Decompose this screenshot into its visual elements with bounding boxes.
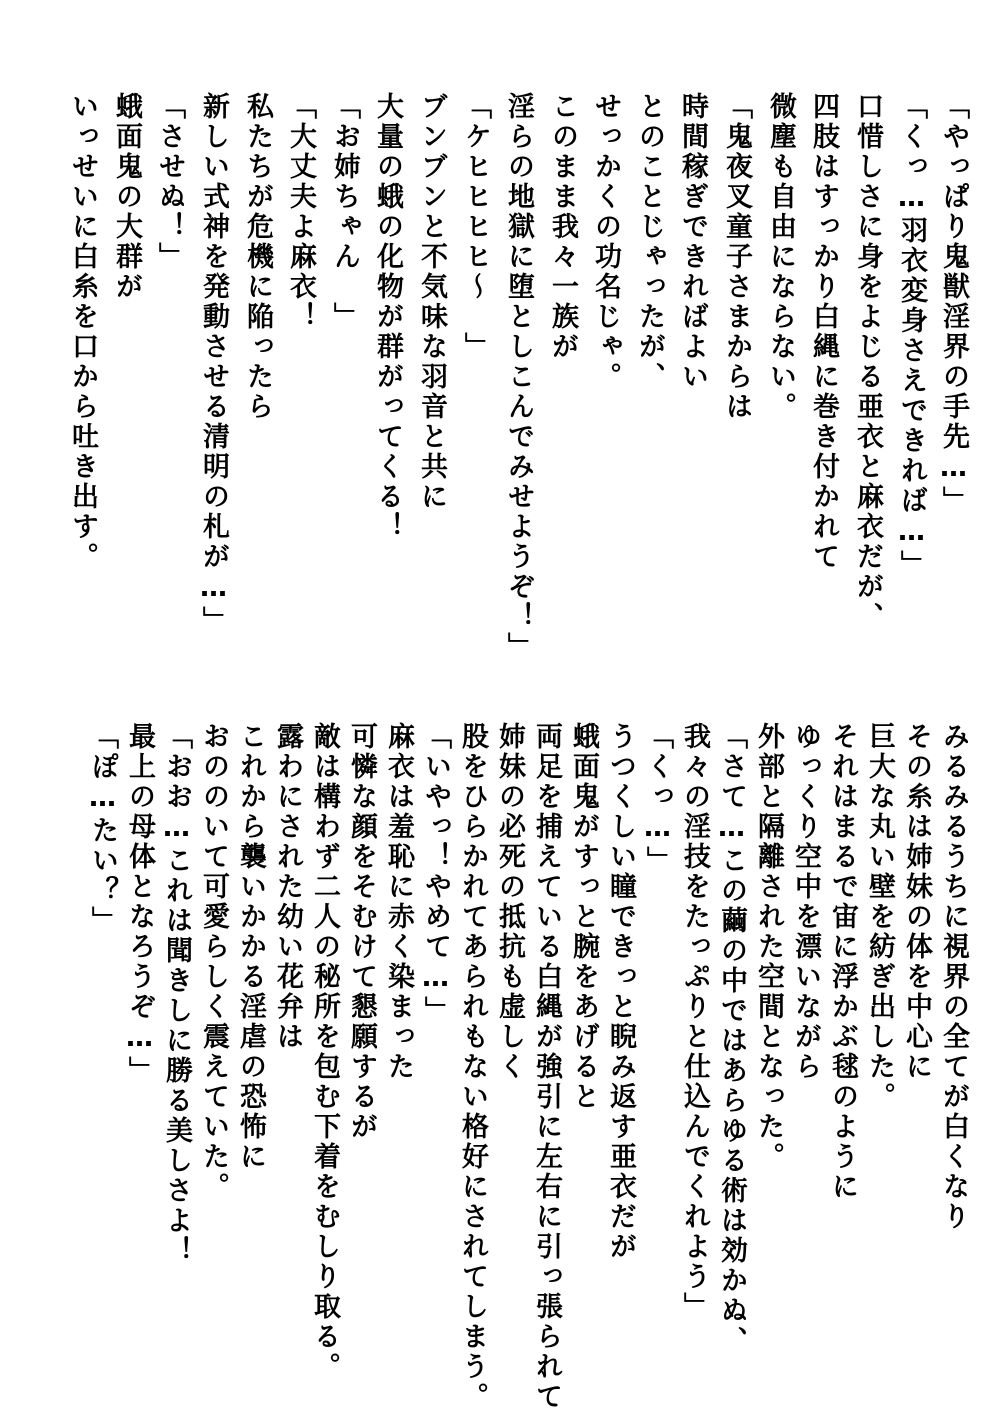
text-line: 「さて…この繭の中ではあらゆる術は効かぬ、 [716,722,747,1356]
text-line: 露わにされた幼い花弁は [272,722,303,1052]
text-line: 「いやっ！やめて…」 [420,722,451,1026]
text-line: 「くっ…」 [642,722,673,876]
text-line: 「おお…これは聞きしに勝る美しさよ！ [161,722,192,1266]
text-line: 「やっぱり鬼獣淫界の手先…」 [938,92,969,516]
text-line: 巨大な丸い壁を紡ぎ出した。 [864,722,895,1112]
text-line: 可憐な顔をそむけて懇願するが [346,722,377,1142]
text-line: 淫らの地獄に堕としこんでみせようぞ！」 [503,92,534,662]
text-line: 我々の淫技をたっぷりと仕込んでくれよう」 [679,722,710,1322]
text-line: 「お姉ちゃん 」 [329,92,360,332]
text-line: 大量の蛾の化物が群がってくる！ [372,92,403,542]
text-line: 「ケヒヒヒヒ～ 」 [460,92,491,362]
text-line: おののいて可愛らしく震えていた。 [198,722,229,1202]
text-line: 姉妹の必死の抵抗も虚しく [494,722,525,1082]
text-line: 「させぬ！」 [154,92,185,272]
text-line: うつくしい瞳できっと睨み返す亜衣だが [605,722,636,1262]
text-line: 口惜しさに身をよじる亜衣と麻衣だが、 [852,92,883,632]
text-line: 時間稼ぎできればよい [677,92,708,392]
text-line: 「鬼夜叉童子さまからは [721,92,752,422]
text-line: ゆっくり空中を漂いながら [790,722,821,1082]
text-line: ブンブンと不気味な羽音と共に [416,92,447,512]
text-line: 蛾面鬼がすっと腕をあげると [568,722,599,1112]
text-line: 両足を捕えている白縄が強引に左右に引っ張られて [531,722,562,1412]
text-line: みるみるうちに視界の全てが白くなり [938,722,969,1232]
text-line: せっかくの功名じゃ。 [590,92,621,392]
text-line: 「くっ…羽衣変身さえできれば…」 [896,92,927,580]
text-line: これから襲いかかる淫虐の恐怖に [235,722,266,1172]
top-text-block [30,92,976,662]
text-line: とのことじゃったが、 [634,92,665,392]
text-line: 蛾面鬼の大群が [111,92,142,302]
bottom-text-block [30,722,976,1412]
text-line: 股をひらかれてあられもない格好にされてしまう。 [457,722,488,1412]
text-line: 敵は構わず二人の秘所を包む下着をむしり取る。 [309,722,340,1382]
text-line: 新しい式神を発動させる清明の札が…」 [198,92,229,636]
text-line: 外部と隔離された空間となった。 [753,722,784,1172]
text-line: このまま我々一族が [547,92,578,362]
text-line: 麻衣は羞恥に赤く染まった [383,722,414,1082]
text-line: 最上の母体となろうぞ…」 [124,722,155,1086]
text-line: それはまるで宙に浮かぶ毬のように [827,722,858,1202]
text-line: 「大丈夫よ麻衣！ [285,92,316,332]
text-line: 四肢はすっかり白縄に巻き付かれて [808,92,839,572]
text-line: 私たちが危機に陥ったら [242,92,273,422]
text-line: 微塵も自由にならない。 [765,92,796,422]
text-line: 「ぽ…たい？」 [87,722,118,936]
text-line: その糸は姉妹の体を中心に [901,722,932,1082]
text-line: いっせいに白糸を口から吐き出す。 [67,92,98,572]
